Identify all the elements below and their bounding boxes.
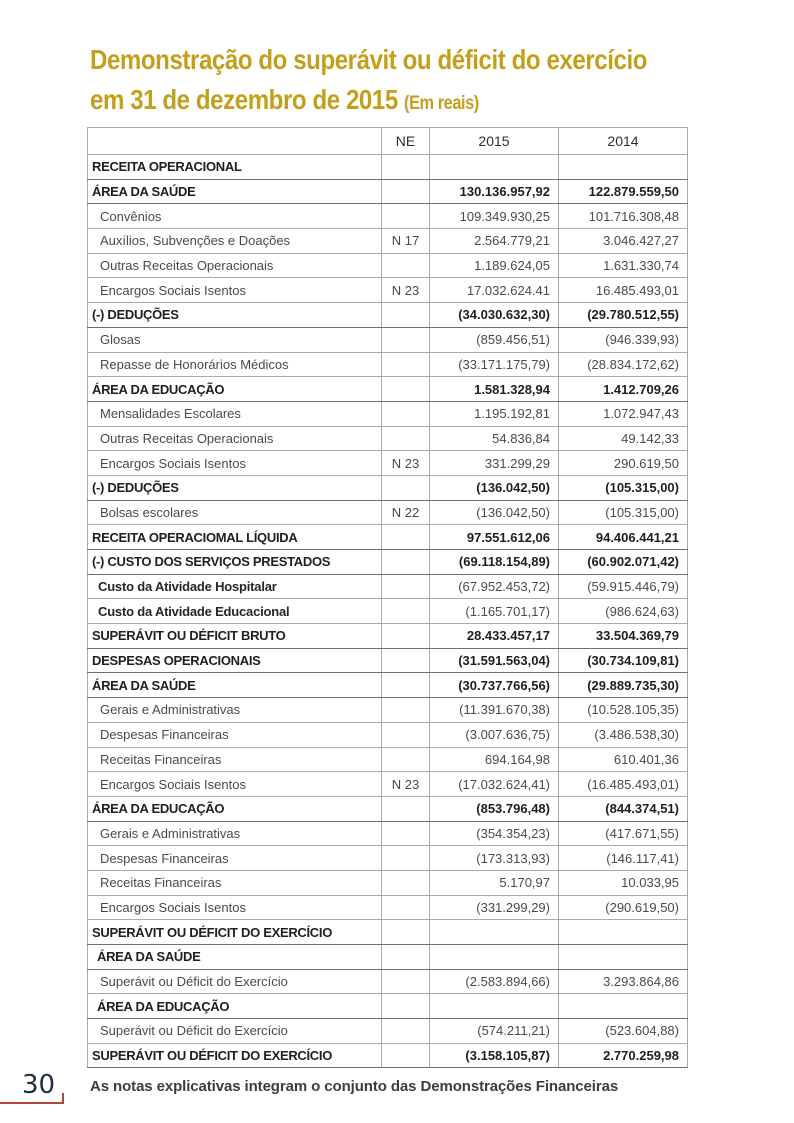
- table-row: [88, 772, 688, 797]
- row-value-2015: [430, 994, 559, 1019]
- row-value-2014: (30.734.109,81): [559, 648, 688, 673]
- row-value-2014: (290.619,50): [559, 895, 688, 920]
- header-2015: 2015: [430, 128, 559, 155]
- row-ne: N 23: [382, 772, 430, 797]
- page-title-date: em 31 de dezembro de 2015: [90, 84, 405, 115]
- row-label: ÁREA DA SAÚDE: [88, 179, 382, 204]
- page-title: [90, 40, 750, 124]
- row-ne: [382, 1043, 430, 1068]
- row-value-2015: (33.171.175,79): [430, 352, 559, 377]
- row-value-2015: 130.136.957,92: [430, 179, 559, 204]
- row-value-2015: (11.391.670,38): [430, 698, 559, 723]
- row-ne: [382, 920, 430, 945]
- row-ne: [382, 377, 430, 402]
- table-row: [88, 846, 688, 871]
- row-label: Outras Receitas Operacionais: [88, 426, 382, 451]
- row-label: RECEITA OPERACIOMAL LÍQUIDA: [88, 525, 382, 550]
- table-row: [88, 920, 688, 945]
- row-ne: [382, 155, 430, 180]
- row-value-2015: (136.042,50): [430, 475, 559, 500]
- row-value-2014: 1.412.709,26: [559, 377, 688, 402]
- row-value-2014: 290.619,50: [559, 451, 688, 476]
- row-ne: [382, 253, 430, 278]
- row-ne: [382, 846, 430, 871]
- table-row: [88, 303, 688, 328]
- row-label: Convênios: [88, 204, 382, 229]
- header-2014: 2014: [559, 128, 688, 155]
- table-row: [88, 945, 688, 970]
- row-label: ÁREA DA EDUCAÇÃO: [88, 994, 382, 1019]
- row-value-2015: (136.042,50): [430, 500, 559, 525]
- row-label: (-) DEDUÇÕES: [88, 475, 382, 500]
- row-value-2015: 2.564.779,21: [430, 229, 559, 254]
- row-value-2014: 2.770.259,98: [559, 1043, 688, 1068]
- row-value-2015: 1.195.192,81: [430, 401, 559, 426]
- row-value-2014: [559, 994, 688, 1019]
- row-value-2014: 49.142,33: [559, 426, 688, 451]
- row-ne: [382, 303, 430, 328]
- table-row: [88, 377, 688, 402]
- row-label: Gerais e Administrativas: [88, 698, 382, 723]
- row-label: (-) CUSTO DOS SERVIÇOS PRESTADOS: [88, 550, 382, 575]
- table-row: [88, 155, 688, 180]
- table-row: [88, 327, 688, 352]
- row-ne: [382, 821, 430, 846]
- row-value-2015: 28.433.457,17: [430, 624, 559, 649]
- row-ne: [382, 550, 430, 575]
- table-row: [88, 401, 688, 426]
- row-value-2015: 54.836,84: [430, 426, 559, 451]
- page-title-line2: [90, 80, 479, 124]
- header-label-cell: [88, 128, 382, 155]
- row-value-2014: 3.293.864,86: [559, 969, 688, 994]
- row-label: Despesas Financeiras: [88, 722, 382, 747]
- row-label: Encargos Sociais Isentos: [88, 278, 382, 303]
- table-row: [88, 624, 688, 649]
- table-row: [88, 352, 688, 377]
- table-row: [88, 204, 688, 229]
- table-row: [88, 895, 688, 920]
- row-ne: [382, 722, 430, 747]
- row-value-2014: (60.902.071,42): [559, 550, 688, 575]
- row-label: Mensalidades Escolares: [88, 401, 382, 426]
- table-row: [88, 574, 688, 599]
- row-value-2015: (30.737.766,56): [430, 673, 559, 698]
- row-ne: [382, 426, 430, 451]
- row-label: (-) DEDUÇÕES: [88, 303, 382, 328]
- row-ne: N 22: [382, 500, 430, 525]
- row-ne: [382, 624, 430, 649]
- row-label: DESPESAS OPERACIONAIS: [88, 648, 382, 673]
- row-value-2014: (10.528.105,35): [559, 698, 688, 723]
- row-value-2015: 109.349.930,25: [430, 204, 559, 229]
- row-ne: [382, 352, 430, 377]
- table-row: [88, 525, 688, 550]
- row-value-2014: (146.117,41): [559, 846, 688, 871]
- row-ne: [382, 179, 430, 204]
- row-value-2015: (853.796,48): [430, 796, 559, 821]
- row-ne: [382, 599, 430, 624]
- row-label: Superávit ou Déficit do Exercício: [88, 1019, 382, 1044]
- row-value-2014: [559, 920, 688, 945]
- row-ne: [382, 648, 430, 673]
- row-value-2014: 1.072.947,43: [559, 401, 688, 426]
- row-value-2014: (946.339,93): [559, 327, 688, 352]
- row-label: Superávit ou Déficit do Exercício: [88, 969, 382, 994]
- row-value-2014: (28.834.172,62): [559, 352, 688, 377]
- row-value-2015: 17.032.624.41: [430, 278, 559, 303]
- table-row: [88, 994, 688, 1019]
- row-ne: [382, 401, 430, 426]
- row-value-2015: 97.551.612,06: [430, 525, 559, 550]
- row-ne: [382, 796, 430, 821]
- row-label: SUPERÁVIT OU DÉFICIT DO EXERCÍCIO: [88, 920, 382, 945]
- table-row: [88, 1019, 688, 1044]
- row-ne: [382, 895, 430, 920]
- row-label: Receitas Financeiras: [88, 870, 382, 895]
- row-label: Outras Receitas Operacionais: [88, 253, 382, 278]
- row-ne: [382, 475, 430, 500]
- row-value-2014: 122.879.559,50: [559, 179, 688, 204]
- table-row: [88, 426, 688, 451]
- row-ne: [382, 994, 430, 1019]
- row-ne: [382, 969, 430, 994]
- row-value-2015: (1.165.701,17): [430, 599, 559, 624]
- header-ne: NE: [382, 128, 430, 155]
- row-ne: [382, 698, 430, 723]
- row-value-2014: (986.624,63): [559, 599, 688, 624]
- row-value-2014: 1.631.330,74: [559, 253, 688, 278]
- row-value-2015: 1.581.328,94: [430, 377, 559, 402]
- table-header-row: [88, 128, 688, 155]
- row-value-2015: (69.118.154,89): [430, 550, 559, 575]
- row-value-2015: 694.164,98: [430, 747, 559, 772]
- row-value-2015: (31.591.563,04): [430, 648, 559, 673]
- row-value-2014: (59.915.446,79): [559, 574, 688, 599]
- row-ne: [382, 1019, 430, 1044]
- row-value-2015: (173.313,93): [430, 846, 559, 871]
- row-label: SUPERÁVIT OU DÉFICIT BRUTO: [88, 624, 382, 649]
- row-ne: [382, 327, 430, 352]
- row-ne: N 23: [382, 451, 430, 476]
- row-value-2015: (331.299,29): [430, 895, 559, 920]
- row-value-2014: 610.401,36: [559, 747, 688, 772]
- row-label: Receitas Financeiras: [88, 747, 382, 772]
- row-label: Auxílios, Subvenções e Doações: [88, 229, 382, 254]
- row-label: Bolsas escolares: [88, 500, 382, 525]
- row-label: Glosas: [88, 327, 382, 352]
- table-row: [88, 451, 688, 476]
- row-value-2015: (2.583.894,66): [430, 969, 559, 994]
- row-label: Despesas Financeiras: [88, 846, 382, 871]
- row-label: RECEITA OPERACIONAL: [88, 155, 382, 180]
- row-label: Custo da Atividade Hospitalar: [88, 574, 382, 599]
- row-value-2014: (105.315,00): [559, 475, 688, 500]
- row-value-2015: 5.170,97: [430, 870, 559, 895]
- row-ne: [382, 574, 430, 599]
- row-ne: [382, 945, 430, 970]
- row-value-2015: (17.032.624,41): [430, 772, 559, 797]
- row-label: Encargos Sociais Isentos: [88, 451, 382, 476]
- page-title-currency-note: (Em reais): [404, 93, 479, 114]
- table-row: [88, 179, 688, 204]
- page-number-rule-tick: [62, 1093, 64, 1104]
- table-row: [88, 1043, 688, 1068]
- row-value-2015: (574.211,21): [430, 1019, 559, 1044]
- row-value-2014: (417.671,55): [559, 821, 688, 846]
- row-label: SUPERÁVIT OU DÉFICIT DO EXERCÍCIO: [88, 1043, 382, 1068]
- row-value-2014: (3.486.538,30): [559, 722, 688, 747]
- table-row: [88, 550, 688, 575]
- row-value-2014: (16.485.493,01): [559, 772, 688, 797]
- row-value-2015: (34.030.632,30): [430, 303, 559, 328]
- table-row: [88, 253, 688, 278]
- row-label: Encargos Sociais Isentos: [88, 772, 382, 797]
- row-ne: [382, 747, 430, 772]
- table-row: [88, 821, 688, 846]
- row-ne: [382, 525, 430, 550]
- row-ne: [382, 204, 430, 229]
- row-value-2014: 10.033,95: [559, 870, 688, 895]
- table-row: [88, 698, 688, 723]
- row-value-2014: 101.716.308,48: [559, 204, 688, 229]
- footer-note: As notas explicativas integram o conjunto das Demonstrações Financeiras: [90, 1078, 619, 1095]
- row-value-2015: [430, 920, 559, 945]
- table-row: [88, 229, 688, 254]
- row-value-2014: 33.504.369,79: [559, 624, 688, 649]
- row-label: Encargos Sociais Isentos: [88, 895, 382, 920]
- row-ne: [382, 870, 430, 895]
- row-value-2014: (844.374,51): [559, 796, 688, 821]
- table-row: [88, 648, 688, 673]
- row-ne: N 23: [382, 278, 430, 303]
- table-row: [88, 673, 688, 698]
- table-row: [88, 475, 688, 500]
- row-value-2014: (29.780.512,55): [559, 303, 688, 328]
- row-value-2014: 16.485.493,01: [559, 278, 688, 303]
- row-value-2015: [430, 155, 559, 180]
- row-value-2014: [559, 945, 688, 970]
- row-value-2015: [430, 945, 559, 970]
- row-label: ÁREA DA EDUCAÇÃO: [88, 377, 382, 402]
- financial-statement-table: [87, 127, 688, 1068]
- row-value-2014: 94.406.441,21: [559, 525, 688, 550]
- row-value-2015: 1.189.624,05: [430, 253, 559, 278]
- row-ne: [382, 673, 430, 698]
- row-label: Custo da Atividade Educacional: [88, 599, 382, 624]
- table-row: [88, 747, 688, 772]
- row-label: Gerais e Administrativas: [88, 821, 382, 846]
- row-label: ÁREA DA SAÚDE: [88, 945, 382, 970]
- row-value-2015: 331.299,29: [430, 451, 559, 476]
- table-row: [88, 599, 688, 624]
- row-value-2014: (105.315,00): [559, 500, 688, 525]
- table-row: [88, 500, 688, 525]
- row-value-2014: 3.046.427,27: [559, 229, 688, 254]
- page-number-rule: [0, 1102, 64, 1104]
- table-row: [88, 870, 688, 895]
- table-row: [88, 796, 688, 821]
- row-label: Repasse de Honorários Médicos: [88, 352, 382, 377]
- page-title-line1: Demonstração do superávit ou déficit do exercício: [90, 44, 648, 75]
- row-value-2015: (859.456,51): [430, 327, 559, 352]
- row-value-2015: (354.354,23): [430, 821, 559, 846]
- page-number: 30: [22, 1070, 56, 1100]
- table-row: [88, 278, 688, 303]
- row-value-2014: [559, 155, 688, 180]
- row-label: ÁREA DA SAÚDE: [88, 673, 382, 698]
- row-value-2015: (67.952.453,72): [430, 574, 559, 599]
- row-label: ÁREA DA EDUCAÇÃO: [88, 796, 382, 821]
- row-value-2014: (523.604,88): [559, 1019, 688, 1044]
- row-value-2015: (3.007.636,75): [430, 722, 559, 747]
- table-row: [88, 969, 688, 994]
- row-ne: N 17: [382, 229, 430, 254]
- row-value-2015: (3.158.105,87): [430, 1043, 559, 1068]
- row-value-2014: (29.889.735,30): [559, 673, 688, 698]
- table-row: [88, 722, 688, 747]
